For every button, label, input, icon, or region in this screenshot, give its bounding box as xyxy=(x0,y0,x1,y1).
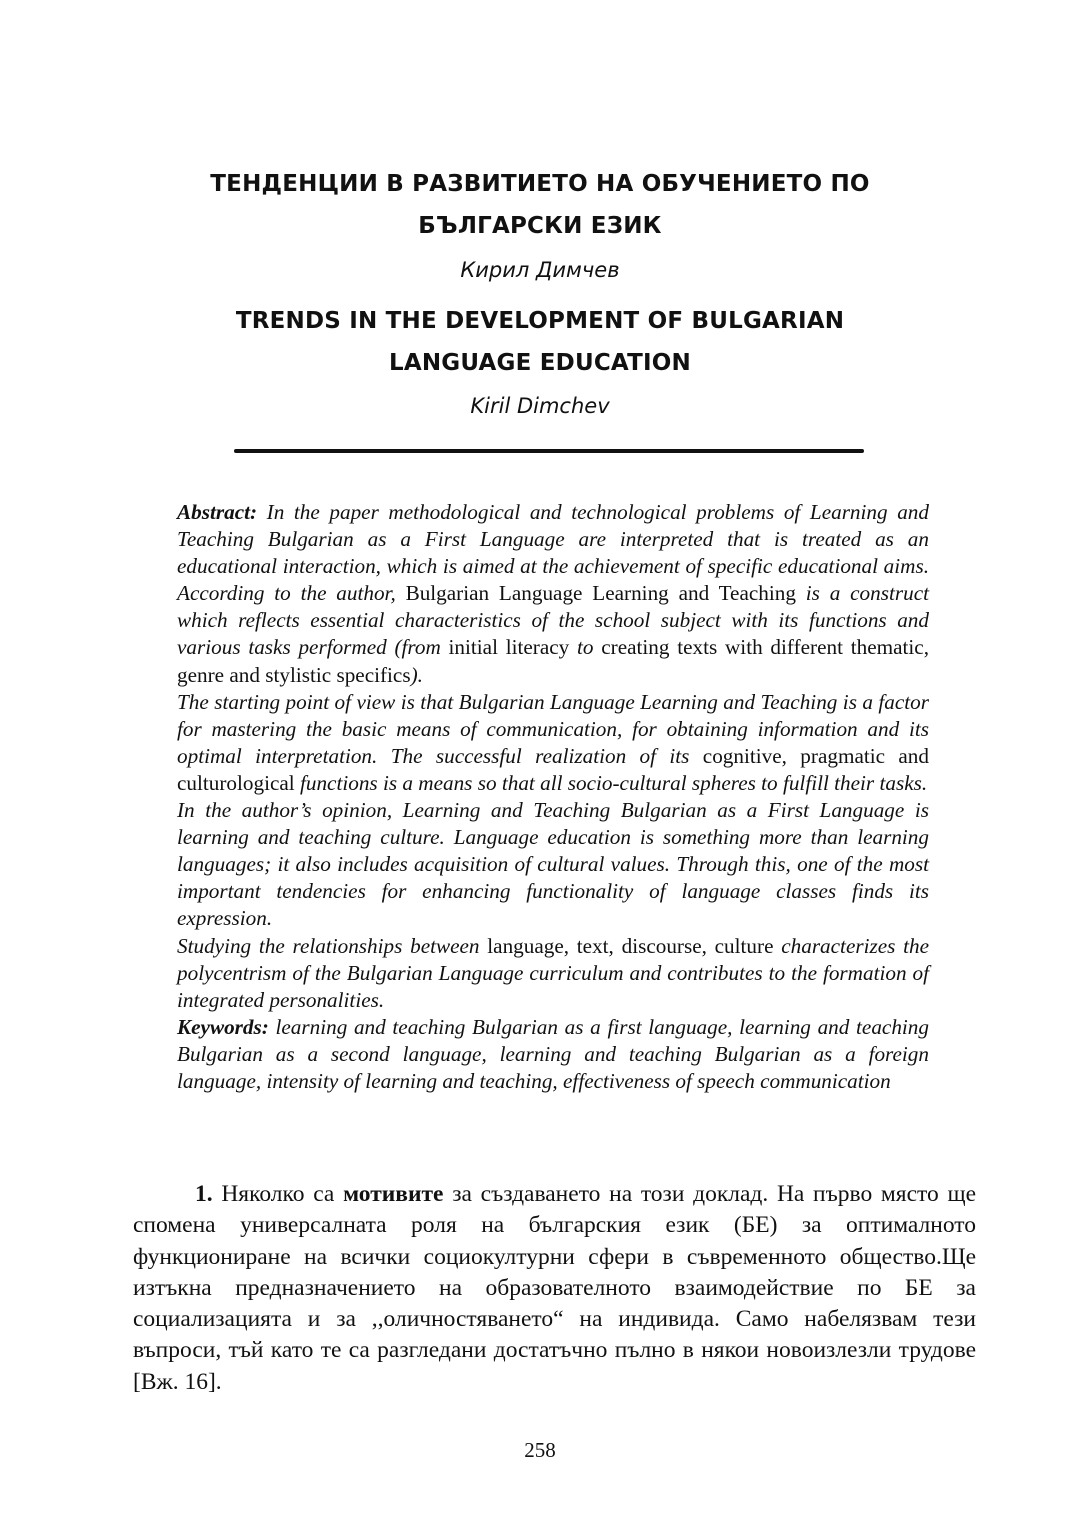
author-bulgarian: Кирил Димчев xyxy=(460,258,620,282)
abstract-p4-text-c: characterizes the polycentrism of the Bulgarian Language curriculum and contributes to the formation of integrated personalities. xyxy=(177,933,929,1012)
body-text xyxy=(133,1179,976,1398)
abstract-p4-text-b: language, text, discourse, culture xyxy=(487,933,774,958)
title-english-line-1: TRENDS IN THE DEVELOPMENT OF BULGARIAN xyxy=(235,308,845,334)
abstract-p1-text-c: is a construct which reflects essential characteristics of the school subject with its functions and various tasks performed (from xyxy=(177,581,929,660)
body-paragraph-1 xyxy=(133,1179,976,1398)
title-english xyxy=(0,300,1080,384)
title-bulgarian-line-1: ТЕНДЕНЦИИ В РАЗВИТИЕТО НА ОБУЧЕНИЕТО ПО xyxy=(210,171,870,197)
abstract-paragraph-4 xyxy=(177,933,929,1014)
title-bulgarian-line-2: БЪЛГАРСКИ ЕЗИК xyxy=(418,213,662,239)
abstract-p2-text-b: cognitive, pragmatic and culturological xyxy=(177,743,929,795)
title-divider xyxy=(234,449,864,453)
abstract-p1-text-g: ). xyxy=(410,662,423,687)
body-bold-term: мотивите xyxy=(343,1181,444,1207)
keywords-text: learning and teaching Bulgarian as a first language, learning and teaching Bulgarian as a second language, learning and teaching Bulgarian as a foreign language, intensity of learning and teaching, effectiveness of speech communication xyxy=(177,1014,929,1093)
section-number: 1. xyxy=(195,1181,213,1207)
abstract-paragraph-3: In the author’s opinion, Learning and Teaching Bulgarian as a First Language is learning and teaching culture. Language education is something more than learning languages; it also includes acquisition of cultural values. Through this, one of the most important tendencies for enhancing functionality of language classes finds its expression. xyxy=(177,798,929,931)
title-english-line-2: LANGUAGE EDUCATION xyxy=(389,350,691,376)
abstract-paragraph-2 xyxy=(177,689,929,797)
keywords-label: Keywords: xyxy=(177,1014,269,1039)
abstract-p1-text-a: In the paper methodological and technological problems of Learning and Teaching Bulgarian as a First Language are interpreted that is treated as an educational interaction, which is aimed at the achievement of specific educational aims. According to the author, xyxy=(177,500,929,606)
page-number: 258 xyxy=(524,1438,556,1462)
abstract-p1-text-b: Bulgarian Language Learning and Teaching xyxy=(405,581,796,606)
abstract-p1-text-f: creating texts with different thematic, genre and stylistic specifics xyxy=(177,635,929,687)
abstract-label: Abstract: xyxy=(177,500,258,524)
author-english: Kiril Dimchev xyxy=(470,394,610,418)
abstract xyxy=(177,499,929,1095)
abstract-p4-text-a: Studying the relationships between xyxy=(177,933,488,958)
body-text-1: Няколко са xyxy=(212,1181,344,1207)
title-bulgarian xyxy=(0,163,1080,247)
abstract-p2-text-c: functions is a means so that all socio-cultural spheres to fulfill their tasks. xyxy=(294,770,928,795)
abstract-paragraph-1 xyxy=(177,499,929,689)
abstract-p2-text-a: The starting point of view is that Bulgarian Language Learning and Teaching is a factor for mastering the basic means of communication, for obtaining information and its optimal interpretation. The successful realization of its xyxy=(177,689,929,768)
abstract-p1-text-d: initial literacy xyxy=(448,635,570,660)
body-text-2: за създаването на този доклад. На първо място ще спомена универсалната роля на българския език (БЕ) за оптималното функциониране на всички социокултурни сфери в съвременното общество.Ще изтъкна предназначението на образователното взаимодействие по БЕ за социализацията и за ,,оличностяването“ на индивида. Само набелязвам тези въпроси, тъй като те са разгледани достатъчно пълно в някои новоизлезли трудове [Вж. 16]. xyxy=(133,1181,976,1395)
keywords-paragraph xyxy=(177,1014,929,1095)
abstract-p1-text-e: to xyxy=(569,635,602,660)
